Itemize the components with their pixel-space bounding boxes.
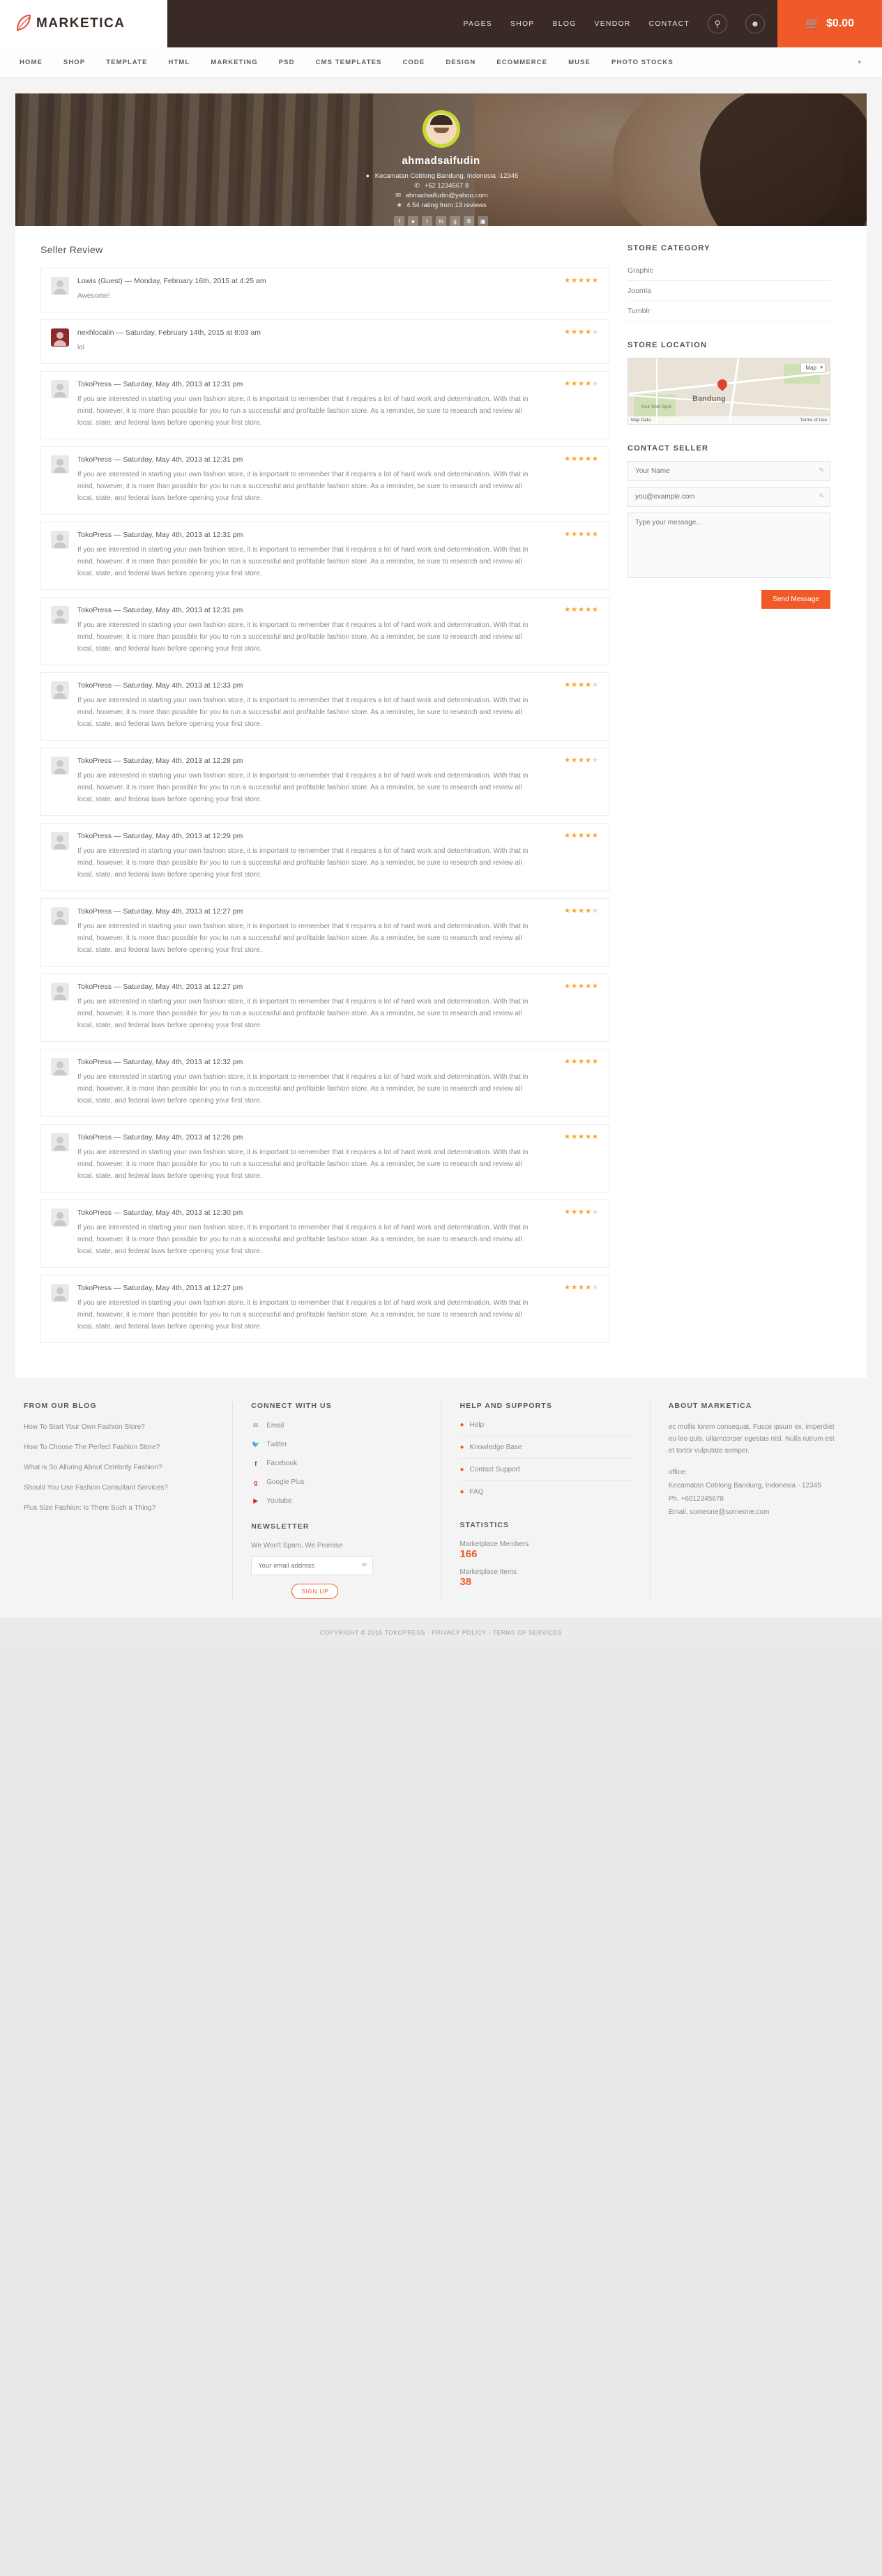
search-icon[interactable]: ⚲	[708, 14, 727, 33]
facebook-icon: f	[254, 1460, 257, 1467]
footer-help-item[interactable]: ● Knowledge Base	[459, 1444, 631, 1459]
twitter-icon: 🐦	[252, 1441, 260, 1448]
rating-stars: ★★★★★	[564, 757, 599, 764]
footer-connect-facebook[interactable]	[251, 1459, 423, 1468]
review-header: TokoPress — Saturday, May 4th, 2013 at 12:29 pm	[77, 832, 243, 840]
nav-item-ecommerce[interactable]: ECOMMERCE	[496, 59, 548, 66]
review-item	[40, 1124, 609, 1192]
instagram-icon[interactable]: ▣	[478, 216, 488, 226]
review-item	[40, 748, 609, 816]
footer-address: Kecamatan Coblong Bandung, Indonesia - 12345	[668, 1482, 821, 1490]
review-header: nexhlocalin — Saturday, February 14th, 2015 at 8:03 am	[77, 328, 261, 337]
main-navigation	[0, 47, 882, 78]
page-title: Seller Review	[40, 244, 103, 255]
location-pin-icon: ●	[365, 172, 370, 180]
review-item	[40, 672, 609, 741]
nav-item-muse[interactable]: MUSE	[568, 59, 591, 66]
envelope-icon: ✉	[361, 1561, 367, 1568]
sidebar	[628, 244, 851, 1350]
stat-value-members: 166	[459, 1548, 478, 1560]
category-item-graphic[interactable]: Graphic	[628, 261, 830, 281]
cart-total: $0.00	[826, 17, 854, 29]
dribbble-icon[interactable]: ●	[408, 216, 418, 226]
nav-item-cms-templates[interactable]: CMS TEMPLATES	[315, 59, 382, 66]
phone-icon: ✆	[414, 182, 420, 190]
name-field-wrap	[628, 461, 830, 487]
reviews-column	[15, 244, 628, 1350]
name-input[interactable]	[628, 461, 830, 481]
footer-about-text: ec mollis lorem consequat. Fusce ipsum ex, imperdiet eu leo quis, ullamcorper egestas nisl. Nulla rutrum est et tortor vulputate semper.	[668, 1423, 835, 1455]
footer-help-item[interactable]: ● FAQ	[459, 1488, 484, 1496]
review-body	[77, 1058, 599, 1107]
footer-connect-label: Twitter	[266, 1441, 287, 1448]
review-item	[40, 446, 609, 515]
facebook-icon[interactable]: f	[394, 216, 404, 226]
category-item-joomla[interactable]: Joomla	[628, 281, 830, 301]
review-avatar	[51, 907, 69, 925]
review-text: If you are interested in starting your own fashion store, it is important to remember that it requires a lot of hard work and determination. With that in mind, however, it is more than possible for you to run a successful and profitable fashion store. As a reminder, be sure to research and review all local, state, and federal laws before opening your first store.	[77, 471, 529, 502]
review-body	[77, 832, 599, 881]
footer-connect-label: Google Plus	[266, 1478, 305, 1486]
review-text: If you are interested in starting your own fashion store, it is important to remember that it requires a lot of hard work and determination. With that in mind, however, it is more than possible for you to run a successful and profitable fashion store. As a reminder, be sure to research and review all local, state, and federal laws before opening your first store.	[77, 621, 529, 653]
newsletter-title: NEWSLETTER	[251, 1522, 310, 1531]
map-type-button[interactable]: Map ▾	[800, 363, 826, 373]
review-item	[40, 1199, 609, 1268]
review-body	[77, 531, 599, 579]
review-header: TokoPress — Saturday, May 4th, 2013 at 12:32 pm	[77, 1058, 243, 1066]
stat-value-items: 38	[459, 1576, 472, 1588]
seller-rating: ★ 4.54 rating from 13 reviews	[396, 202, 487, 209]
review-text: If you are interested in starting your own fashion store, it is important to remember that it requires a lot of hard work and determination. With that in mind, however, it is more than possible for you to run a successful and profitable fashion store. As a reminder, be sure to research and review all local, state, and federal laws before opening your first store.	[77, 923, 529, 954]
map-terms-label[interactable]: Terms of Use	[800, 418, 827, 423]
footer-phone: Ph. +6012345678	[668, 1495, 724, 1503]
email-input[interactable]	[628, 487, 830, 507]
review-header: TokoPress — Saturday, May 4th, 2013 at 12:31 pm	[77, 380, 243, 388]
topnav-item-vendor[interactable]: VENDOR	[594, 20, 631, 28]
footer-blog-link[interactable]: Should You Use Fashion Consultant Services?	[24, 1484, 168, 1492]
signup-button[interactable]: SIGN UP	[291, 1584, 338, 1599]
youtube-icon: ▶	[253, 1497, 259, 1504]
footer-email: Email. someone@someone.com	[668, 1508, 770, 1516]
location-map[interactable]	[628, 358, 830, 425]
review-item	[40, 823, 609, 891]
twitter-icon[interactable]: t	[422, 216, 432, 226]
send-message-button[interactable]: Send Message	[761, 590, 830, 609]
review-text: lol	[77, 344, 85, 351]
map-small-label: Your Start Spot	[641, 404, 671, 409]
footer-help-column	[441, 1402, 649, 1599]
gplus-icon[interactable]: g	[450, 216, 460, 226]
rating-stars: ★★★★★	[564, 1058, 599, 1066]
footer-blog-link[interactable]: Plus Size Fashion: Is There Such a Thing?	[24, 1504, 156, 1512]
gplus-icon: g	[253, 1478, 258, 1486]
review-header: TokoPress — Saturday, May 4th, 2013 at 12:26 pm	[77, 1133, 243, 1142]
topnav-item-shop[interactable]: SHOP	[510, 20, 535, 28]
review-item	[40, 1049, 609, 1117]
rating-stars: ★★★★★	[564, 277, 599, 285]
rating-stars: ★★★★★	[564, 832, 599, 840]
footer-connect-label: Facebook	[266, 1460, 298, 1467]
review-avatar	[51, 531, 69, 549]
hero-section	[0, 78, 882, 226]
newsletter-input-wrap	[251, 1556, 373, 1575]
footer-connect-email[interactable]	[251, 1421, 423, 1430]
map-data-label[interactable]: Map Data	[631, 418, 651, 423]
footer-blog-column	[24, 1402, 232, 1599]
review-body	[77, 328, 599, 354]
newsletter-email-input[interactable]	[251, 1556, 373, 1575]
contact-seller-title: CONTACT SELLER	[628, 444, 709, 453]
review-body	[77, 907, 599, 956]
rating-stars: ★★★★★	[564, 380, 599, 388]
review-header: TokoPress — Saturday, May 4th, 2013 at 12:31 pm	[77, 455, 243, 464]
review-text: If you are interested in starting your own fashion store, it is important to remember that it requires a lot of hard work and determination. With that in mind, however, it is more than possible for you to run a successful and profitable fashion store. As a reminder, be sure to research and review all local, state, and federal laws before opening your first store.	[77, 1299, 529, 1331]
review-body	[77, 681, 599, 730]
seller-phone: ✆ +62 1234567 8	[414, 182, 469, 190]
review-avatar	[51, 983, 69, 1001]
main-content	[15, 226, 867, 1378]
email-field-wrap	[628, 487, 830, 513]
nav-item-template[interactable]: TEMPLATE	[106, 59, 148, 66]
category-item-tumblr[interactable]: Tumblr	[628, 301, 830, 321]
rating-stars: ★★★★★	[564, 531, 599, 538]
review-text: If you are interested in starting your own fashion store, it is important to remember that it requires a lot of hard work and determination. With that in mind, however, it is more than possible for you to run a successful and profitable fashion store. As a reminder, be sure to research and review all local, state, and federal laws before opening your first store.	[77, 998, 529, 1029]
stat-label-members: Marketplace Members	[459, 1540, 529, 1548]
review-body	[77, 455, 599, 504]
review-avatar	[51, 757, 69, 775]
footer-blog-link[interactable]: What is So Alluring About Celebrity Fashion?	[24, 1464, 162, 1471]
footer-connect-twitter[interactable]	[251, 1440, 423, 1449]
review-text: If you are interested in starting your own fashion store, it is important to remember that it requires a lot of hard work and determination. With that in mind, however, it is more than possible for you to run a successful and profitable fashion store. As a reminder, be sure to research and review all local, state, and federal laws before opening your first store.	[77, 1224, 529, 1255]
footer-connect-title: CONNECT WITH US	[251, 1402, 332, 1410]
footer-office-label: office:	[668, 1469, 687, 1476]
message-textarea[interactable]	[628, 513, 830, 578]
user-icon[interactable]: ☻	[745, 14, 765, 33]
stat-label-items: Marketplace Items	[459, 1568, 517, 1576]
copyright: COPYRIGHT © 2015 TOKOPRESS · PRIVACY POLICY · TERMS OF SERVICES	[0, 1619, 882, 1647]
footer-connect-googleplus[interactable]	[251, 1478, 423, 1487]
review-header: TokoPress — Saturday, May 4th, 2013 at 12:31 pm	[77, 606, 243, 614]
footer-help-item[interactable]: ● Help	[459, 1421, 631, 1437]
review-avatar	[51, 832, 69, 850]
bullet-icon: ●	[459, 1421, 464, 1429]
review-body	[77, 1133, 599, 1182]
store-category-block	[628, 244, 830, 321]
rating-stars: ★★★★★	[564, 328, 599, 336]
map-footer	[628, 416, 830, 424]
review-body	[77, 1209, 599, 1257]
pencil-icon: ✎	[819, 492, 824, 499]
review-body	[77, 380, 599, 429]
newsletter-note: We Won't Spam, We Promise	[251, 1542, 343, 1550]
store-location-block	[628, 341, 830, 425]
rating-stars: ★★★★★	[564, 907, 599, 915]
review-item	[40, 371, 609, 439]
footer-about-column	[650, 1402, 858, 1599]
review-body	[77, 983, 599, 1031]
review-text: Awesome!	[77, 292, 110, 300]
review-text: If you are interested in starting your own fashion store, it is important to remember that it requires a lot of hard work and determination. With that in mind, however, it is more than possible for you to run a successful and profitable fashion store. As a reminder, be sure to research and review all local, state, and federal laws before opening your first store.	[77, 1149, 529, 1180]
top-navigation	[167, 0, 777, 47]
store-location-title: STORE LOCATION	[628, 341, 708, 349]
review-text: If you are interested in starting your own fashion store, it is important to remember that it requires a lot of hard work and determination. With that in mind, however, it is more than possible for you to run a successful and profitable fashion store. As a reminder, be sure to research and review all local, state, and federal laws before opening your first store.	[77, 1073, 529, 1105]
statistics-title: STATISTICS	[459, 1521, 510, 1529]
topnav-item-contact[interactable]: CONTACT	[648, 20, 690, 28]
star-icon: ★	[396, 202, 402, 209]
bullet-icon: ●	[459, 1466, 464, 1473]
chevron-down-icon[interactable]: ▾	[858, 59, 861, 66]
avatar-face-icon	[426, 114, 457, 144]
nav-item-home[interactable]: HOME	[20, 59, 43, 66]
seller-email: ✉ ahmadsaifudin@yahoo.com	[395, 192, 488, 199]
leaf-icon	[15, 14, 32, 32]
rating-stars: ★★★★★	[564, 455, 599, 463]
contact-seller-block	[628, 444, 830, 609]
seller-name: ahmadsaifudin	[402, 155, 480, 167]
topnav-item-blog[interactable]: BLOG	[552, 20, 577, 28]
review-avatar	[51, 1284, 69, 1302]
brand-name: MARKETICA	[36, 16, 126, 31]
envelope-icon: ✉	[395, 192, 402, 199]
review-avatar	[51, 1133, 69, 1151]
nav-item-photo-stocks[interactable]: PHOTO STOCKS	[611, 59, 674, 66]
bullet-icon: ●	[459, 1444, 464, 1451]
footer-help-title: HELP AND SUPPORTS	[459, 1402, 552, 1410]
review-item	[40, 597, 609, 665]
nav-item-shop[interactable]: SHOP	[63, 59, 86, 66]
review-avatar	[51, 455, 69, 473]
social-links	[15, 216, 867, 226]
pencil-icon: ✎	[819, 467, 824, 473]
footer-blog-link[interactable]: How To Choose The Perfect Fashion Store?	[24, 1444, 160, 1451]
store-category-title: STORE CATEGORY	[628, 244, 710, 252]
footer	[0, 1378, 882, 1619]
review-avatar	[51, 1058, 69, 1076]
nav-item-design[interactable]: DESIGN	[446, 59, 476, 66]
review-header: TokoPress — Saturday, May 4th, 2013 at 12:27 pm	[77, 983, 243, 991]
rating-stars: ★★★★★	[564, 1209, 599, 1216]
review-text: If you are interested in starting your own fashion store, it is important to remember that it requires a lot of hard work and determination. With that in mind, however, it is more than possible for you to run a successful and profitable fashion store. As a reminder, be sure to research and review all local, state, and federal laws before opening your first store.	[77, 697, 529, 728]
review-item	[40, 319, 609, 364]
topnav-item-pages[interactable]: PAGES	[463, 20, 492, 28]
nav-item-marketing[interactable]: MARKETING	[211, 59, 258, 66]
review-item	[40, 973, 609, 1042]
hero-content	[15, 93, 867, 226]
map-pin-icon	[715, 377, 729, 391]
review-avatar	[51, 277, 69, 295]
envelope-icon: ✉	[252, 1422, 259, 1429]
nav-item-code[interactable]: CODE	[402, 59, 425, 66]
rating-stars: ★★★★★	[564, 681, 599, 689]
review-header: TokoPress — Saturday, May 4th, 2013 at 12:33 pm	[77, 681, 243, 690]
review-avatar	[51, 606, 69, 624]
cart-icon: 🛒	[805, 18, 819, 30]
review-body	[77, 757, 599, 805]
rating-stars: ★★★★★	[564, 1284, 599, 1291]
footer-blog-title: FROM OUR BLOG	[24, 1402, 97, 1410]
cart-button[interactable]	[777, 0, 882, 47]
rating-stars: ★★★★★	[564, 983, 599, 990]
map-road	[656, 358, 657, 424]
hero-banner	[15, 93, 867, 226]
map-road	[728, 358, 739, 424]
review-header: TokoPress — Saturday, May 4th, 2013 at 12:27 pm	[77, 907, 243, 916]
rating-stars: ★★★★★	[564, 606, 599, 614]
rating-stars: ★★★★★	[564, 1133, 599, 1141]
bullet-icon: ●	[459, 1488, 464, 1496]
review-text: If you are interested in starting your own fashion store, it is important to remember that it requires a lot of hard work and determination. With that in mind, however, it is more than possible for you to run a successful and profitable fashion store. As a reminder, be sure to research and review all local, state, and federal laws before opening your first store.	[77, 546, 529, 577]
review-avatar	[51, 1209, 69, 1227]
linkedin-icon[interactable]: in	[436, 216, 446, 226]
review-text: If you are interested in starting your own fashion store, it is important to remember that it requires a lot of hard work and determination. With that in mind, however, it is more than possible for you to run a successful and profitable fashion store. As a reminder, be sure to research and review all local, state, and federal laws before opening your first store.	[77, 772, 529, 803]
review-list	[40, 268, 609, 1343]
review-text: If you are interested in starting your own fashion store, it is important to remember that it requires a lot of hard work and determination. With that in mind, however, it is more than possible for you to run a successful and profitable fashion store. As a reminder, be sure to research and review all local, state, and federal laws before opening your first store.	[77, 395, 529, 427]
review-body	[77, 277, 599, 302]
review-avatar	[51, 681, 69, 699]
review-item	[40, 268, 609, 312]
footer-connect-label: Email	[266, 1422, 284, 1430]
review-header: Lowis (Guest) — Monday, February 16th, 2015 at 4:25 am	[77, 277, 266, 285]
review-header: TokoPress — Saturday, May 4th, 2013 at 12:31 pm	[77, 531, 243, 539]
review-avatar	[51, 380, 69, 398]
review-item	[40, 522, 609, 590]
review-item	[40, 1275, 609, 1343]
avatar[interactable]	[423, 110, 460, 148]
seller-location: ● Kecamatan Coblong Bandung, Indonesia -12345	[15, 172, 867, 180]
review-header: TokoPress — Saturday, May 4th, 2013 at 12:27 pm	[77, 1284, 243, 1292]
review-item	[40, 898, 609, 967]
footer-help-item[interactable]: ● Contact Support	[459, 1466, 631, 1481]
brand[interactable]	[0, 0, 167, 47]
review-header: TokoPress — Saturday, May 4th, 2013 at 12:28 pm	[77, 757, 243, 765]
review-avatar	[51, 328, 69, 347]
behance-icon[interactable]: B	[464, 216, 474, 226]
footer-connect-column	[232, 1402, 441, 1599]
footer-connect-label: Youtube	[266, 1497, 292, 1505]
map-city-label: Bandung	[692, 395, 726, 403]
review-body	[77, 606, 599, 655]
nav-item-psd[interactable]: PSD	[278, 59, 295, 66]
review-body	[77, 1284, 599, 1333]
footer-about-title: ABOUT MARKETICA	[668, 1402, 752, 1410]
review-text: If you are interested in starting your own fashion store, it is important to remember that it requires a lot of hard work and determination. With that in mind, however, it is more than possible for you to run a successful and profitable fashion store. As a reminder, be sure to research and review all local, state, and federal laws before opening your first store.	[77, 847, 529, 879]
footer-connect-youtube[interactable]	[251, 1497, 423, 1506]
review-header: TokoPress — Saturday, May 4th, 2013 at 12:30 pm	[77, 1209, 243, 1217]
nav-item-html[interactable]: HTML	[168, 59, 190, 66]
top-bar	[0, 0, 882, 47]
footer-blog-link[interactable]: How To Start Your Own Fashion Store?	[24, 1423, 145, 1431]
